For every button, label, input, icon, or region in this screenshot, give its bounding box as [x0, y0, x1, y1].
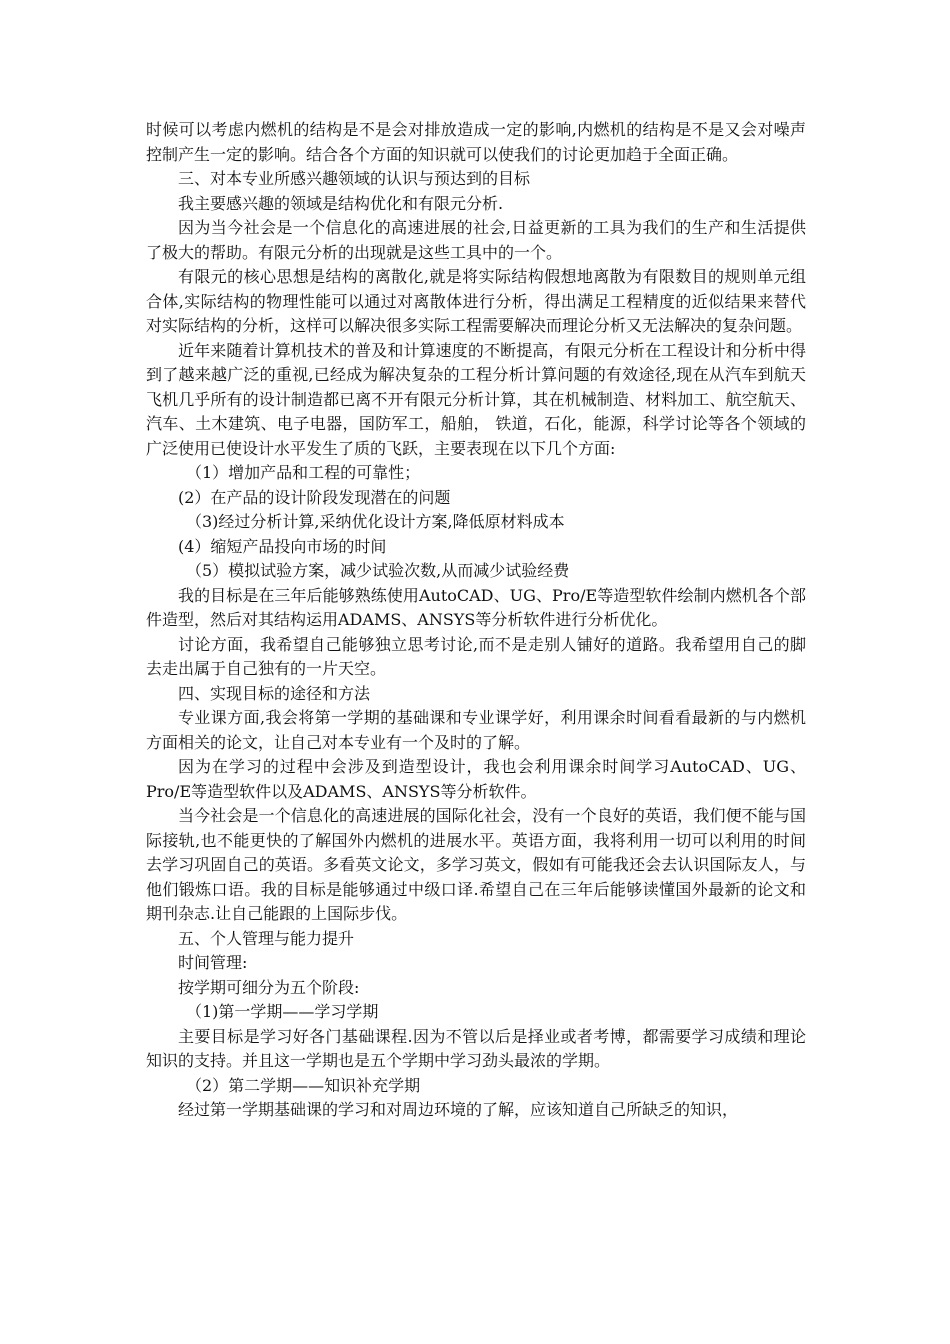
paragraph: 有限元的核心思想是结构的离散化,就是将实际结构假想地离散为有限数目的规则单元组合体,实际结构的物理性能可以通过对离散体进行分析，得出满足工程精度的近似结果来替代对实际结构的分析，这样可以解决很多实际工程需要解决而理论分析又无法解决的复杂问题。: [146, 267, 806, 335]
list-item: （3)经过分析计算,采纳优化设计方案,降低原材料成本: [186, 512, 565, 531]
paragraph-continuation: 时候可以考虑内燃机的结构是不是会对排放造成一定的影响,内燃机的结构是不是又会对噪声控制产生一定的影响。结合各个方面的知识就可以使我们的讨论更加趋于全面正确。: [146, 120, 806, 164]
paragraph: 按学期可细分为五个阶段:: [178, 977, 360, 997]
paragraph: 因为在学习的过程中会涉及到造型设计，我也会利用课余时间学习AutoCAD、UG、Pro/E等造型软件以及ADAMS、ANSYS等分析软件。: [146, 757, 806, 801]
document-page: [146, 118, 806, 1123]
paragraph: 我主要感兴趣的领域是结构优化和有限元分析.: [178, 193, 504, 213]
list-item: （2）第二学期——知识补充学期: [186, 1075, 421, 1095]
list-item: （5）模拟试验方案，减少试验次数,从而减少试验经费: [186, 561, 570, 580]
list-item: (2）在产品的设计阶段发现潜在的问题: [178, 487, 451, 507]
list-item: (4）缩短产品投向市场的时间: [178, 536, 387, 556]
list-item: （1)第一学期——学习学期: [186, 1002, 379, 1021]
section-heading-5: 五、个人管理与能力提升: [178, 928, 355, 948]
paragraph: 主要目标是学习好各门基础课程.因为不管以后是择业或者考博，都需要学习成绩和理论知识的支持。并且这一学期也是五个学期中学习劲头最浓的学期。: [146, 1026, 806, 1070]
paragraph: 我的目标是在三年后能够熟练使用AutoCAD、UG、Pro/E等造型软件绘制内燃机各个部件造型，然后对其结构运用ADAMS、ANSYS等分析软件进行分析优化。: [146, 585, 806, 629]
section-heading-4: 四、实现目标的途径和方法: [178, 683, 371, 703]
paragraph: 当今社会是一个信息化的高速进展的国际化社会，没有一个良好的英语，我们便不能与国际接轨,也不能更快的了解国外内燃机的进展水平。英语方面，我将利用一切可以利用的时间去学习巩固自己的英语。多看英文论文，多学习英文，假如有可能我还会去认识国际友人，与他们锻炼口语。我的目标是能够通过中级口译.希望自己在三年后能够读懂国外最新的论文和期刊杂志.让自己能跟的上国际步伐。: [146, 806, 806, 923]
paragraph: 时间管理:: [178, 953, 248, 972]
paragraph: 经过第一学期基础课的学习和对周边环境的了解，应该知道自己所缺乏的知识，: [178, 1100, 739, 1119]
paragraph: 因为当今社会是一个信息化的高速进展的社会,日益更新的工具为我们的生产和生活提供了极大的帮助。有限元分析的出现就是这些工具中的一个。: [146, 218, 806, 262]
paragraph: 近年来随着计算机技术的普及和计算速度的不断提高，有限元分析在工程设计和分析中得到了越来越广泛的重视,已经成为解决复杂的工程分析计算问题的有效途径,现在从汽车到航天飞机几乎所有的设计制造都已离不开有限元分析计算，其在机械制造、材料加工、航空航天、汽车、土木建筑、电子电器，国防军工，船舶， 铁道，石化，能源，科学讨论等各个领域的广泛使用已使设计水平发生了质的飞跃，主要表现在以下几个方面:: [146, 340, 806, 458]
paragraph: 讨论方面，我希望自己能够独立思考讨论,而不是走别人铺好的道路。我希望用自己的脚去走出属于自己独有的一片天空。: [146, 634, 806, 678]
list-item: （1）增加产品和工程的可靠性；: [186, 463, 421, 482]
section-heading-3: 三、对本专业所感兴趣领域的认识与预达到的目标: [178, 169, 531, 188]
paragraph: 专业课方面,我会将第一学期的基础课和专业课学好，利用课余时间看看最新的与内燃机方面相关的论文，让自己对本专业有一个及时的了解。: [146, 708, 806, 752]
